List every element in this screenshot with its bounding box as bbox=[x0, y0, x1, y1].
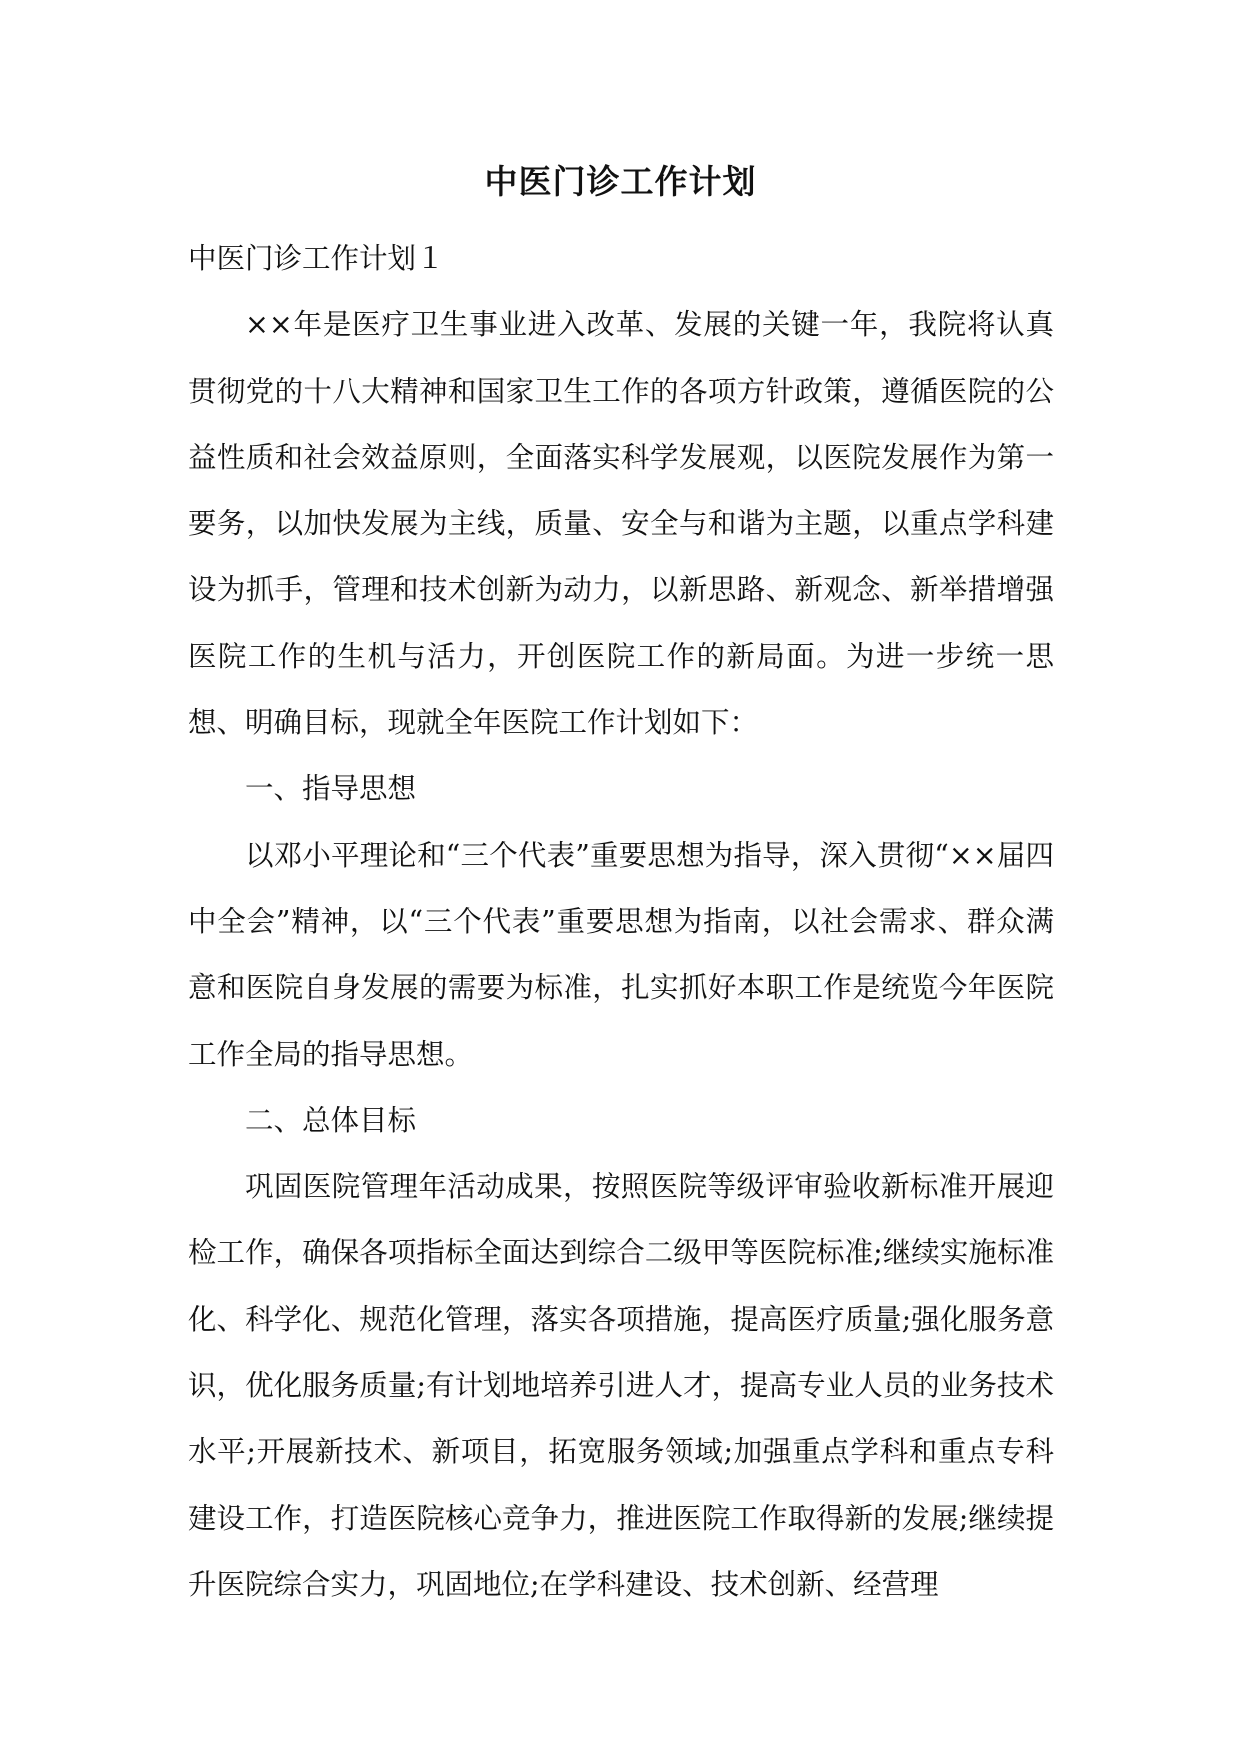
guiding-ideology-paragraph: 以邓小平理论和“三个代表”重要思想为指导，深入贯彻“××届四中全会”精神，以“三个代表”重要思想为指南，以社会需求、群众满意和医院自身发展的需要为标准，扎实抓好本职工作是统览今年医院工作全局的指导思想。 bbox=[188, 838, 1054, 1071]
section-heading-overall-goals: 二、总体目标 bbox=[245, 1103, 417, 1137]
document-body bbox=[188, 226, 1054, 1618]
intro-paragraph: ××年是医疗卫生事业进入改革、发展的关键一年，我院将认真贯彻党的十八大精神和国家卫生工作的各项方针政策，遵循医院的公益性质和社会效益原则，全面落实科学发展观，以医院发展作为第一要务，以加快发展为主线，质量、安全与和谐为主题，以重点学科建设为抓手，管理和技术创新为动力，以新思路、新观念、新举措增强医院工作的生机与活力，开创医院工作的新局面。为进一步统一思想、明确目标，现就全年医院工作计划如下： bbox=[188, 308, 1054, 740]
section-heading-guiding-ideology: 一、指导思想 bbox=[245, 772, 417, 806]
overall-goals-paragraph: 巩固医院管理年活动成果，按照医院等级评审验收新标准开展迎检工作，确保各项指标全面达到综合二级甲等医院标准;继续实施标准化、科学化、规范化管理，落实各项措施，提高医疗质量;强化服务意识，优化服务质量;有计划地培养引进人才，提高专业人员的业务技术水平;开展新技术、新项目，拓宽服务领域;加强重点学科和重点专科建设工作，打造医院核心竞争力，推进医院工作取得新的发展;继续提升医院综合实力，巩固地位;在学科建设、技术创新、经营理 bbox=[188, 1170, 1054, 1601]
document-title: 中医门诊工作计划 bbox=[484, 162, 757, 201]
document-subtitle: 中医门诊工作计划１ bbox=[188, 242, 445, 275]
